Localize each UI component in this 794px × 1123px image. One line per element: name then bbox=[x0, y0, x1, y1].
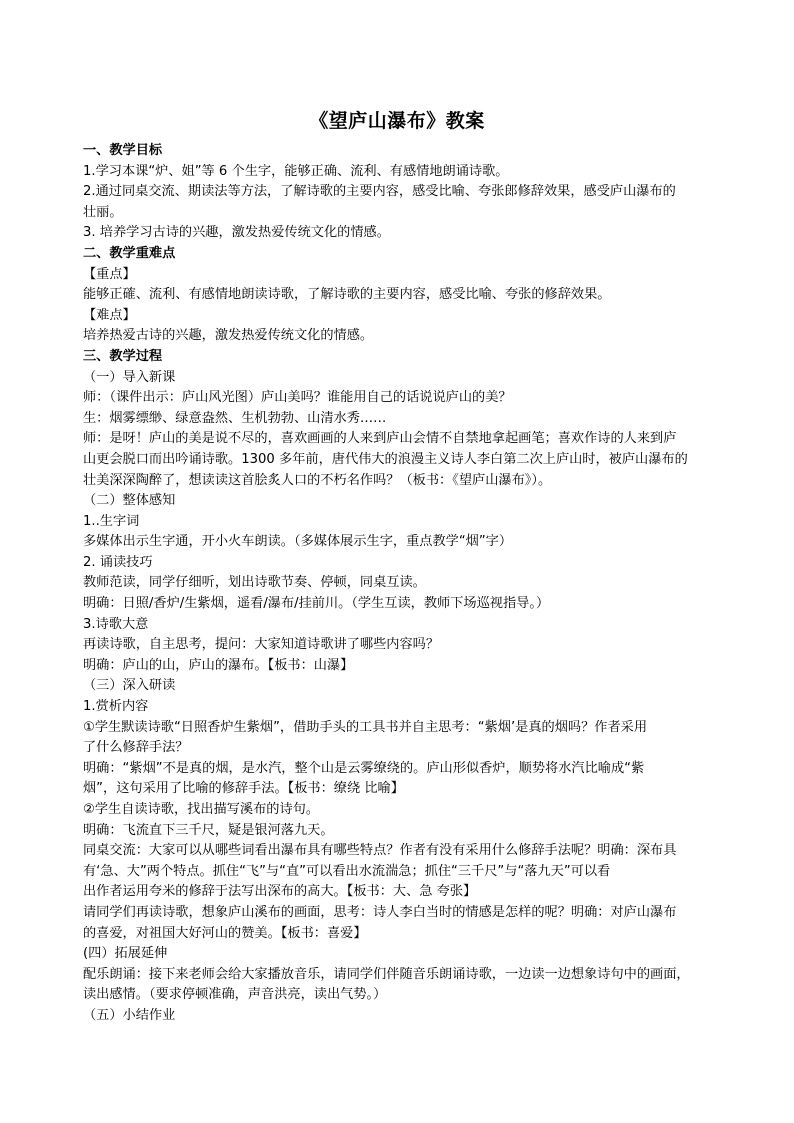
paragraph-line: ②学生自读诗歌，找出描写溪布的诗句。 bbox=[83, 802, 320, 817]
paragraph-line: 培养热爱古诗的兴趣，激发热爱传统文化的情感。 bbox=[83, 328, 374, 344]
paragraph-line: 1.赏析内容 bbox=[83, 699, 149, 715]
paragraph-line: （二）整体感知 bbox=[83, 493, 176, 509]
paragraph-line: 1.学习本课“炉、姐”等 6 个生字，能够正确、流利、有感情地朗诵诗歌。 bbox=[83, 163, 509, 179]
paragraph-line: 配乐朗诵：接下来老师会给大家播放音乐，请同学们伴随音乐朗诵诗歌，一边读一边想象诗句中的画面， bbox=[83, 966, 690, 982]
paragraph-line: 师：是呀！庐山的美是说不尽的，喜欢画画的人来到庐山会情不自禁地拿起画笔；喜欢作诗的人来到庐 bbox=[83, 431, 677, 447]
paragraph-line: （五）小结作业 bbox=[83, 1007, 176, 1023]
document-title: 《望庐山瀑布》教案 bbox=[309, 110, 485, 132]
paragraph-line: 明确：庐山的山，庐山的瀑布。【板书：山瀑】 bbox=[83, 657, 354, 673]
paragraph-line: ①学生默读诗歌“日照香炉生紫烟”，借助手头的工具书并自主思考：“紫烟’是真的烟吗？作者采用 bbox=[83, 719, 648, 735]
paragraph-line: (四）拓展延伸 bbox=[83, 946, 168, 962]
paragraph-line: （三）深入研读 bbox=[83, 678, 176, 694]
paragraph-line: 【重点】 bbox=[83, 266, 136, 282]
paragraph-line: 3.诗歌大意 bbox=[83, 616, 149, 632]
paragraph-line: 读出感情。（要求停顿准确，声音洪亮，读出气势。） bbox=[83, 987, 387, 1003]
paragraph-line: 山更会脱口而出吟诵诗歌。1300 多年前，唐代伟大的浪漫主义诗人李白第二次上庐山时，被庐山瀑布的 bbox=[83, 451, 688, 467]
paragraph-line: 1..生字词 bbox=[83, 513, 140, 529]
section-heading-process: 三、教学过程 bbox=[83, 348, 163, 364]
paragraph-line: 壮丽。 bbox=[83, 204, 123, 220]
paragraph-line: 有‘急、大”两个特点。抓住“飞”与“直”可以看出水流湍急；抓住“三千尺”与“落九天”可以看 bbox=[83, 863, 611, 879]
paragraph-line: 再读诗歌，自主思考，提问：大家知道诗歌讲了哪些内容吗？ bbox=[83, 637, 440, 653]
paragraph-line: 教师范读，同学仔细听，划出诗歌节奏、停顿，同桌互读。 bbox=[83, 575, 426, 591]
paragraph-line: 壮美深深陶醉了，想读读这首脍炙人口的不朽名作吗？（板书：《望庐山瀑布》）。 bbox=[83, 472, 552, 488]
paragraph-line: 3. 培养学习古诗的兴趣，激发热爱传统文化的情感。 bbox=[83, 225, 390, 241]
paragraph-line: 【难点】 bbox=[83, 307, 136, 323]
paragraph-line: 明确：日照/香炉/生紫烟，遥看/瀑布/挂前川。（学生互读，教师下场巡视指导。） bbox=[83, 596, 550, 612]
paragraph-line: 明确：“紫烟”不是真的烟，是水汽，整个山是云雾缭绕的。庐山形似香炉，顺势将水汽比喻成“紫 bbox=[83, 760, 645, 776]
section-heading-key-points: 二、教学重难点 bbox=[83, 245, 176, 261]
paragraph-line: 生：烟雾缥缈、绿意盎然、生机勃勃、山清水秀…… bbox=[83, 410, 387, 426]
paragraph-line: 多媒体出示生字通，开小火车朗读。（多媒体展示生字，重点教学“烟”字） bbox=[83, 534, 513, 550]
paragraph-line: 师：（课件出示：庐山风光图）庐山美吗？谁能用自己的话说说庐山的美？ bbox=[83, 390, 512, 406]
paragraph-line: 请同学们再读诗歌，想象庐山溪布的画面，思考：诗人李白当时的情感是怎样的呢？明确：对庐山瀑布 bbox=[83, 904, 677, 920]
paragraph-line: 烟”，这句采用了比喻的修辞手法。【板书：缭绕 比喻】 bbox=[83, 781, 404, 797]
paragraph-line: 同桌交流：大家可以从哪些词看出瀑布具有哪些特点？作者有没有采用什么修辞手法呢？明确：深布具 bbox=[83, 843, 677, 859]
document-body bbox=[83, 141, 713, 1027]
paragraph-line: 出作者运用夸米的修辞于法写出深布的高大。【板书：大、急 夸张】 bbox=[83, 884, 477, 900]
paragraph-line: 2.通过同桌交流、期读法等方法，了解诗歌的主要内容，感受比喻、夸张郎修辞效果，感受庐山瀑布的 bbox=[83, 184, 676, 200]
paragraph-line: 能够正確、流利、有感情地朗读诗歌，了解诗歌的主要内容，感受比喻、夸张的修辞效果。 bbox=[83, 287, 611, 303]
paragraph-line: 了什么修辞手法？ bbox=[83, 740, 189, 756]
section-heading-goals: 一、教学目标 bbox=[83, 143, 163, 158]
paragraph-line: 明确：飞流直下三千尺，疑是银河落九天。 bbox=[83, 822, 334, 838]
paragraph-line: （一）导入新课 bbox=[83, 369, 176, 385]
paragraph-line: 的喜爱，对祖国大好河山的赞美。【板书：喜爱】 bbox=[83, 925, 367, 941]
paragraph-line: 2. 诵读技巧 bbox=[83, 554, 153, 570]
